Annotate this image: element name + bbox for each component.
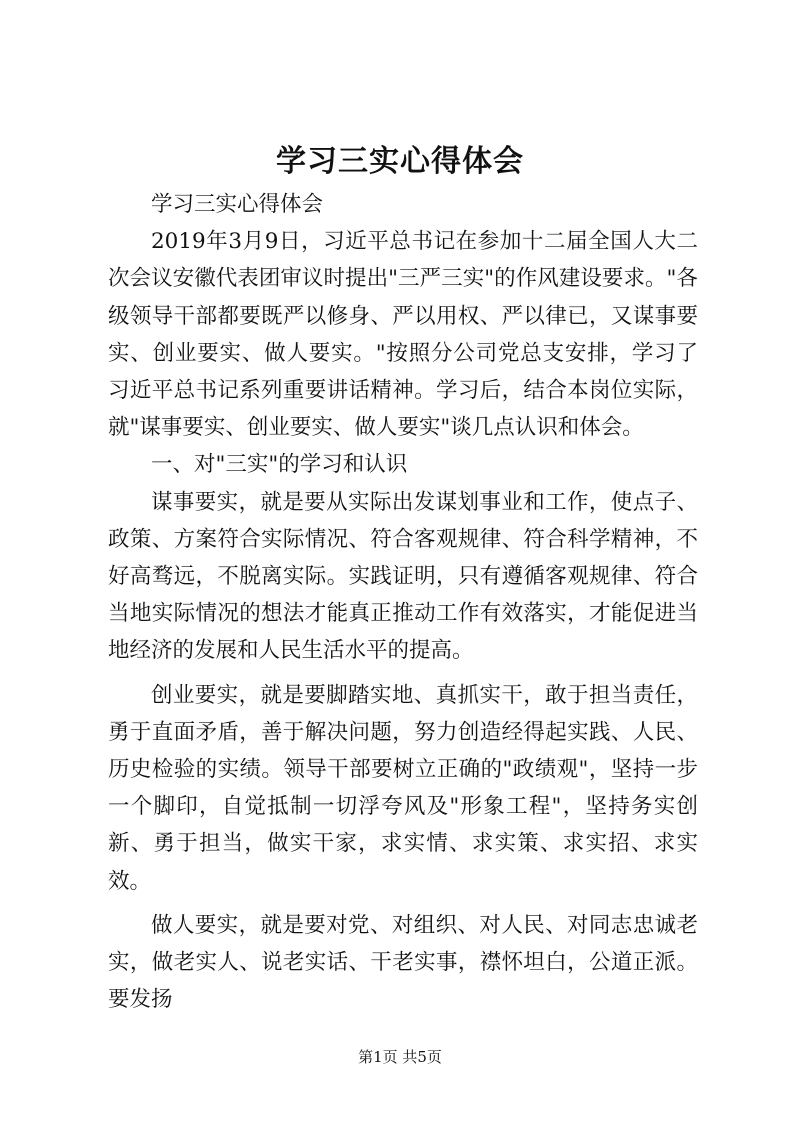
paragraph-conduct: 做人要实，就是要对党、对组织、对人民、对同志忠诚老实，做老实人、说老实话、干老实事，襟怀坦白，公道正派。要发扬 <box>108 912 698 1013</box>
document-title: 学习三实心得体会 <box>276 144 524 179</box>
document-body <box>108 186 698 1018</box>
paragraph-planning: 谋事要实，就是要从实际出发谋划事业和工作，使点子、政策、方案符合实际情况、符合客观规律、符合科学精神，不好高骛远，不脱离实际。实践证明，只有遵循客观规律、符合当地实际情况的想法才能真正推动工作有效落实，才能促进当地经济的发展和人民生活水平的提高。 <box>108 489 698 664</box>
paragraph-intro: 2019年3月9日，习近平总书记在参加十二届全国人大二次会议安徽代表团审议时提出"三严三实"的作风建设要求。"各级领导干部都要既严以修身、严以用权、严以律已，又谋事要实、创业要实、做人要实。"按照分公司党总支安排，学习了习近平总书记系列重要讲话精神。学习后，结合本岗位实际，就"谋事要实、创业要实、做人要实"谈几点认识和体会。 <box>108 229 698 441</box>
section-heading: 一、对"三实"的学习和认识 <box>151 452 408 478</box>
paragraph-subtitle: 学习三实心得体会 <box>151 192 324 217</box>
paragraph-entrepreneurship: 创业要实，就是要脚踏实地、真抓实干，敢于担当责任，勇于直面矛盾，善于解决问题，努力创造经得起实践、人民、历史检验的实绩。领导干部要树立正确的"政绩观"，坚持一步一个脚印，自觉抵制一切浮夸风及"形象工程"，坚持务实创新、勇于担当，做实干家，求实情、求实策、求实招、求实效。 <box>108 682 698 894</box>
page-footer: 第1页 共5页 <box>358 1048 442 1066</box>
